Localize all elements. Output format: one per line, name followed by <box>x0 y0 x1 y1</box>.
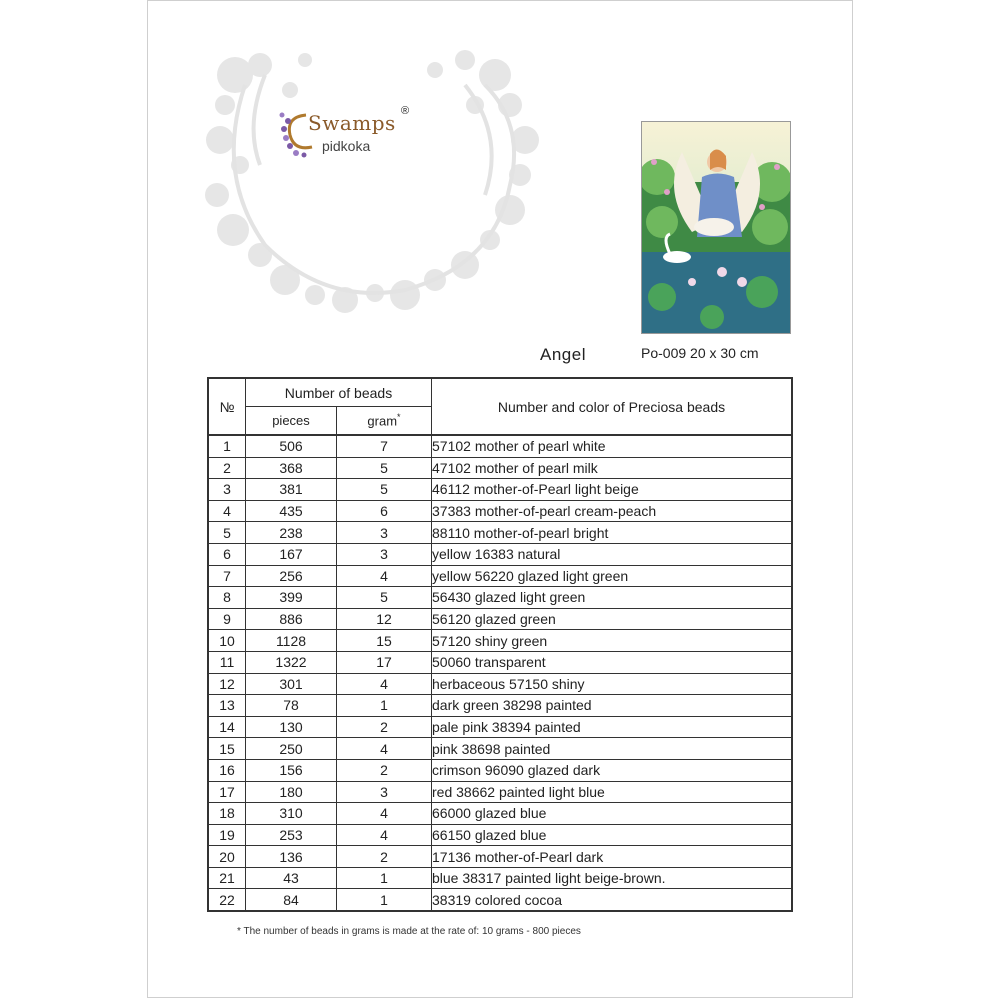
row-number: 22 <box>208 889 246 911</box>
header-gram <box>337 407 432 436</box>
header-gram-mark: * <box>397 412 401 423</box>
row-gram: 1 <box>337 867 432 889</box>
row-number: 10 <box>208 630 246 652</box>
row-number: 17 <box>208 781 246 803</box>
logo-sub-text: pidkoka <box>322 138 371 154</box>
row-gram: 4 <box>337 803 432 825</box>
table-row <box>208 824 792 846</box>
row-number: 16 <box>208 759 246 781</box>
row-number: 12 <box>208 673 246 695</box>
row-gram: 2 <box>337 716 432 738</box>
row-color: 57102 mother of pearl white <box>432 435 793 457</box>
row-number: 11 <box>208 651 246 673</box>
product-image <box>641 121 791 334</box>
table-row <box>208 522 792 544</box>
row-color: 66000 glazed blue <box>432 803 793 825</box>
row-number: 14 <box>208 716 246 738</box>
row-gram: 12 <box>337 608 432 630</box>
row-color: 66150 glazed blue <box>432 824 793 846</box>
table-row <box>208 846 792 868</box>
row-color: 17136 mother-of-Pearl dark <box>432 846 793 868</box>
row-number: 19 <box>208 824 246 846</box>
header-color: Number and color of Preciosa beads <box>432 378 793 435</box>
row-gram: 3 <box>337 781 432 803</box>
row-gram: 5 <box>337 457 432 479</box>
table-row <box>208 543 792 565</box>
row-pieces: 256 <box>246 565 337 587</box>
row-number: 6 <box>208 543 246 565</box>
row-pieces: 1322 <box>246 651 337 673</box>
row-color: crimson 96090 glazed dark <box>432 759 793 781</box>
table-row <box>208 781 792 803</box>
table-row <box>208 608 792 630</box>
row-gram: 1 <box>337 889 432 911</box>
row-number: 21 <box>208 867 246 889</box>
header-number: № <box>208 378 246 435</box>
row-gram: 5 <box>337 587 432 609</box>
table-row <box>208 565 792 587</box>
row-number: 8 <box>208 587 246 609</box>
row-pieces: 399 <box>246 587 337 609</box>
row-color: 88110 mother-of-pearl bright <box>432 522 793 544</box>
row-gram: 6 <box>337 500 432 522</box>
row-color: dark green 38298 painted <box>432 695 793 717</box>
row-color: 57120 shiny green <box>432 630 793 652</box>
row-pieces: 253 <box>246 824 337 846</box>
row-gram: 15 <box>337 630 432 652</box>
row-number: 5 <box>208 522 246 544</box>
table-row <box>208 630 792 652</box>
header-pieces: pieces <box>246 407 337 436</box>
row-number: 13 <box>208 695 246 717</box>
row-gram: 4 <box>337 673 432 695</box>
row-color: 56430 glazed light green <box>432 587 793 609</box>
table-row <box>208 889 792 911</box>
row-number: 15 <box>208 738 246 760</box>
row-gram: 7 <box>337 435 432 457</box>
table-row <box>208 867 792 889</box>
row-gram: 3 <box>337 522 432 544</box>
row-gram: 2 <box>337 759 432 781</box>
row-color: 50060 transparent <box>432 651 793 673</box>
header-number-of-beads: Number of beads <box>246 378 432 407</box>
table-row <box>208 500 792 522</box>
table-row <box>208 651 792 673</box>
row-gram: 2 <box>337 846 432 868</box>
row-pieces: 78 <box>246 695 337 717</box>
row-color: yellow 16383 natural <box>432 543 793 565</box>
row-gram: 17 <box>337 651 432 673</box>
row-pieces: 435 <box>246 500 337 522</box>
row-color: pale pink 38394 painted <box>432 716 793 738</box>
row-color: 46112 mother-of-Pearl light beige <box>432 479 793 501</box>
floral-ornament <box>205 45 540 315</box>
row-color: 56120 glazed green <box>432 608 793 630</box>
row-pieces: 301 <box>246 673 337 695</box>
row-color: yellow 56220 glazed light green <box>432 565 793 587</box>
table-row <box>208 738 792 760</box>
row-number: 3 <box>208 479 246 501</box>
row-pieces: 84 <box>246 889 337 911</box>
row-color: 38319 colored cocoa <box>432 889 793 911</box>
row-gram: 5 <box>337 479 432 501</box>
row-gram: 3 <box>337 543 432 565</box>
beads-table <box>207 377 793 912</box>
row-pieces: 156 <box>246 759 337 781</box>
row-color: 47102 mother of pearl milk <box>432 457 793 479</box>
row-pieces: 130 <box>246 716 337 738</box>
table-row <box>208 457 792 479</box>
row-pieces: 381 <box>246 479 337 501</box>
row-pieces: 250 <box>246 738 337 760</box>
row-color: pink 38698 painted <box>432 738 793 760</box>
row-color: 37383 mother-of-pearl cream-peach <box>432 500 793 522</box>
row-pieces: 886 <box>246 608 337 630</box>
row-pieces: 167 <box>246 543 337 565</box>
product-name: Angel <box>540 345 586 364</box>
table-row <box>208 479 792 501</box>
row-number: 4 <box>208 500 246 522</box>
row-pieces: 1128 <box>246 630 337 652</box>
table-row <box>208 759 792 781</box>
row-number: 7 <box>208 565 246 587</box>
row-gram: 4 <box>337 824 432 846</box>
row-number: 20 <box>208 846 246 868</box>
row-pieces: 136 <box>246 846 337 868</box>
row-pieces: 43 <box>246 867 337 889</box>
brand-logo <box>278 105 428 165</box>
header-gram-label: gram <box>367 413 398 429</box>
table-row <box>208 673 792 695</box>
logo-brand-text: Swamps <box>308 111 396 135</box>
row-pieces: 310 <box>246 803 337 825</box>
row-pieces: 368 <box>246 457 337 479</box>
table-row <box>208 803 792 825</box>
row-number: 1 <box>208 435 246 457</box>
row-gram: 4 <box>337 738 432 760</box>
row-gram: 4 <box>337 565 432 587</box>
table-row <box>208 716 792 738</box>
row-pieces: 506 <box>246 435 337 457</box>
row-number: 18 <box>208 803 246 825</box>
row-pieces: 180 <box>246 781 337 803</box>
footnote: * The number of beads in grams is made at the rate of: 10 grams - 800 pieces <box>237 926 581 937</box>
row-color: red 38662 painted light blue <box>432 781 793 803</box>
registered-mark: ® <box>401 105 410 117</box>
product-code-size: Po-009 20 x 30 cm <box>641 345 759 361</box>
row-pieces: 238 <box>246 522 337 544</box>
table-row <box>208 695 792 717</box>
row-number: 9 <box>208 608 246 630</box>
table-row <box>208 587 792 609</box>
row-color: blue 38317 painted light beige-brown. <box>432 867 793 889</box>
row-number: 2 <box>208 457 246 479</box>
table-row <box>208 435 792 457</box>
row-color: herbaceous 57150 shiny <box>432 673 793 695</box>
row-gram: 1 <box>337 695 432 717</box>
